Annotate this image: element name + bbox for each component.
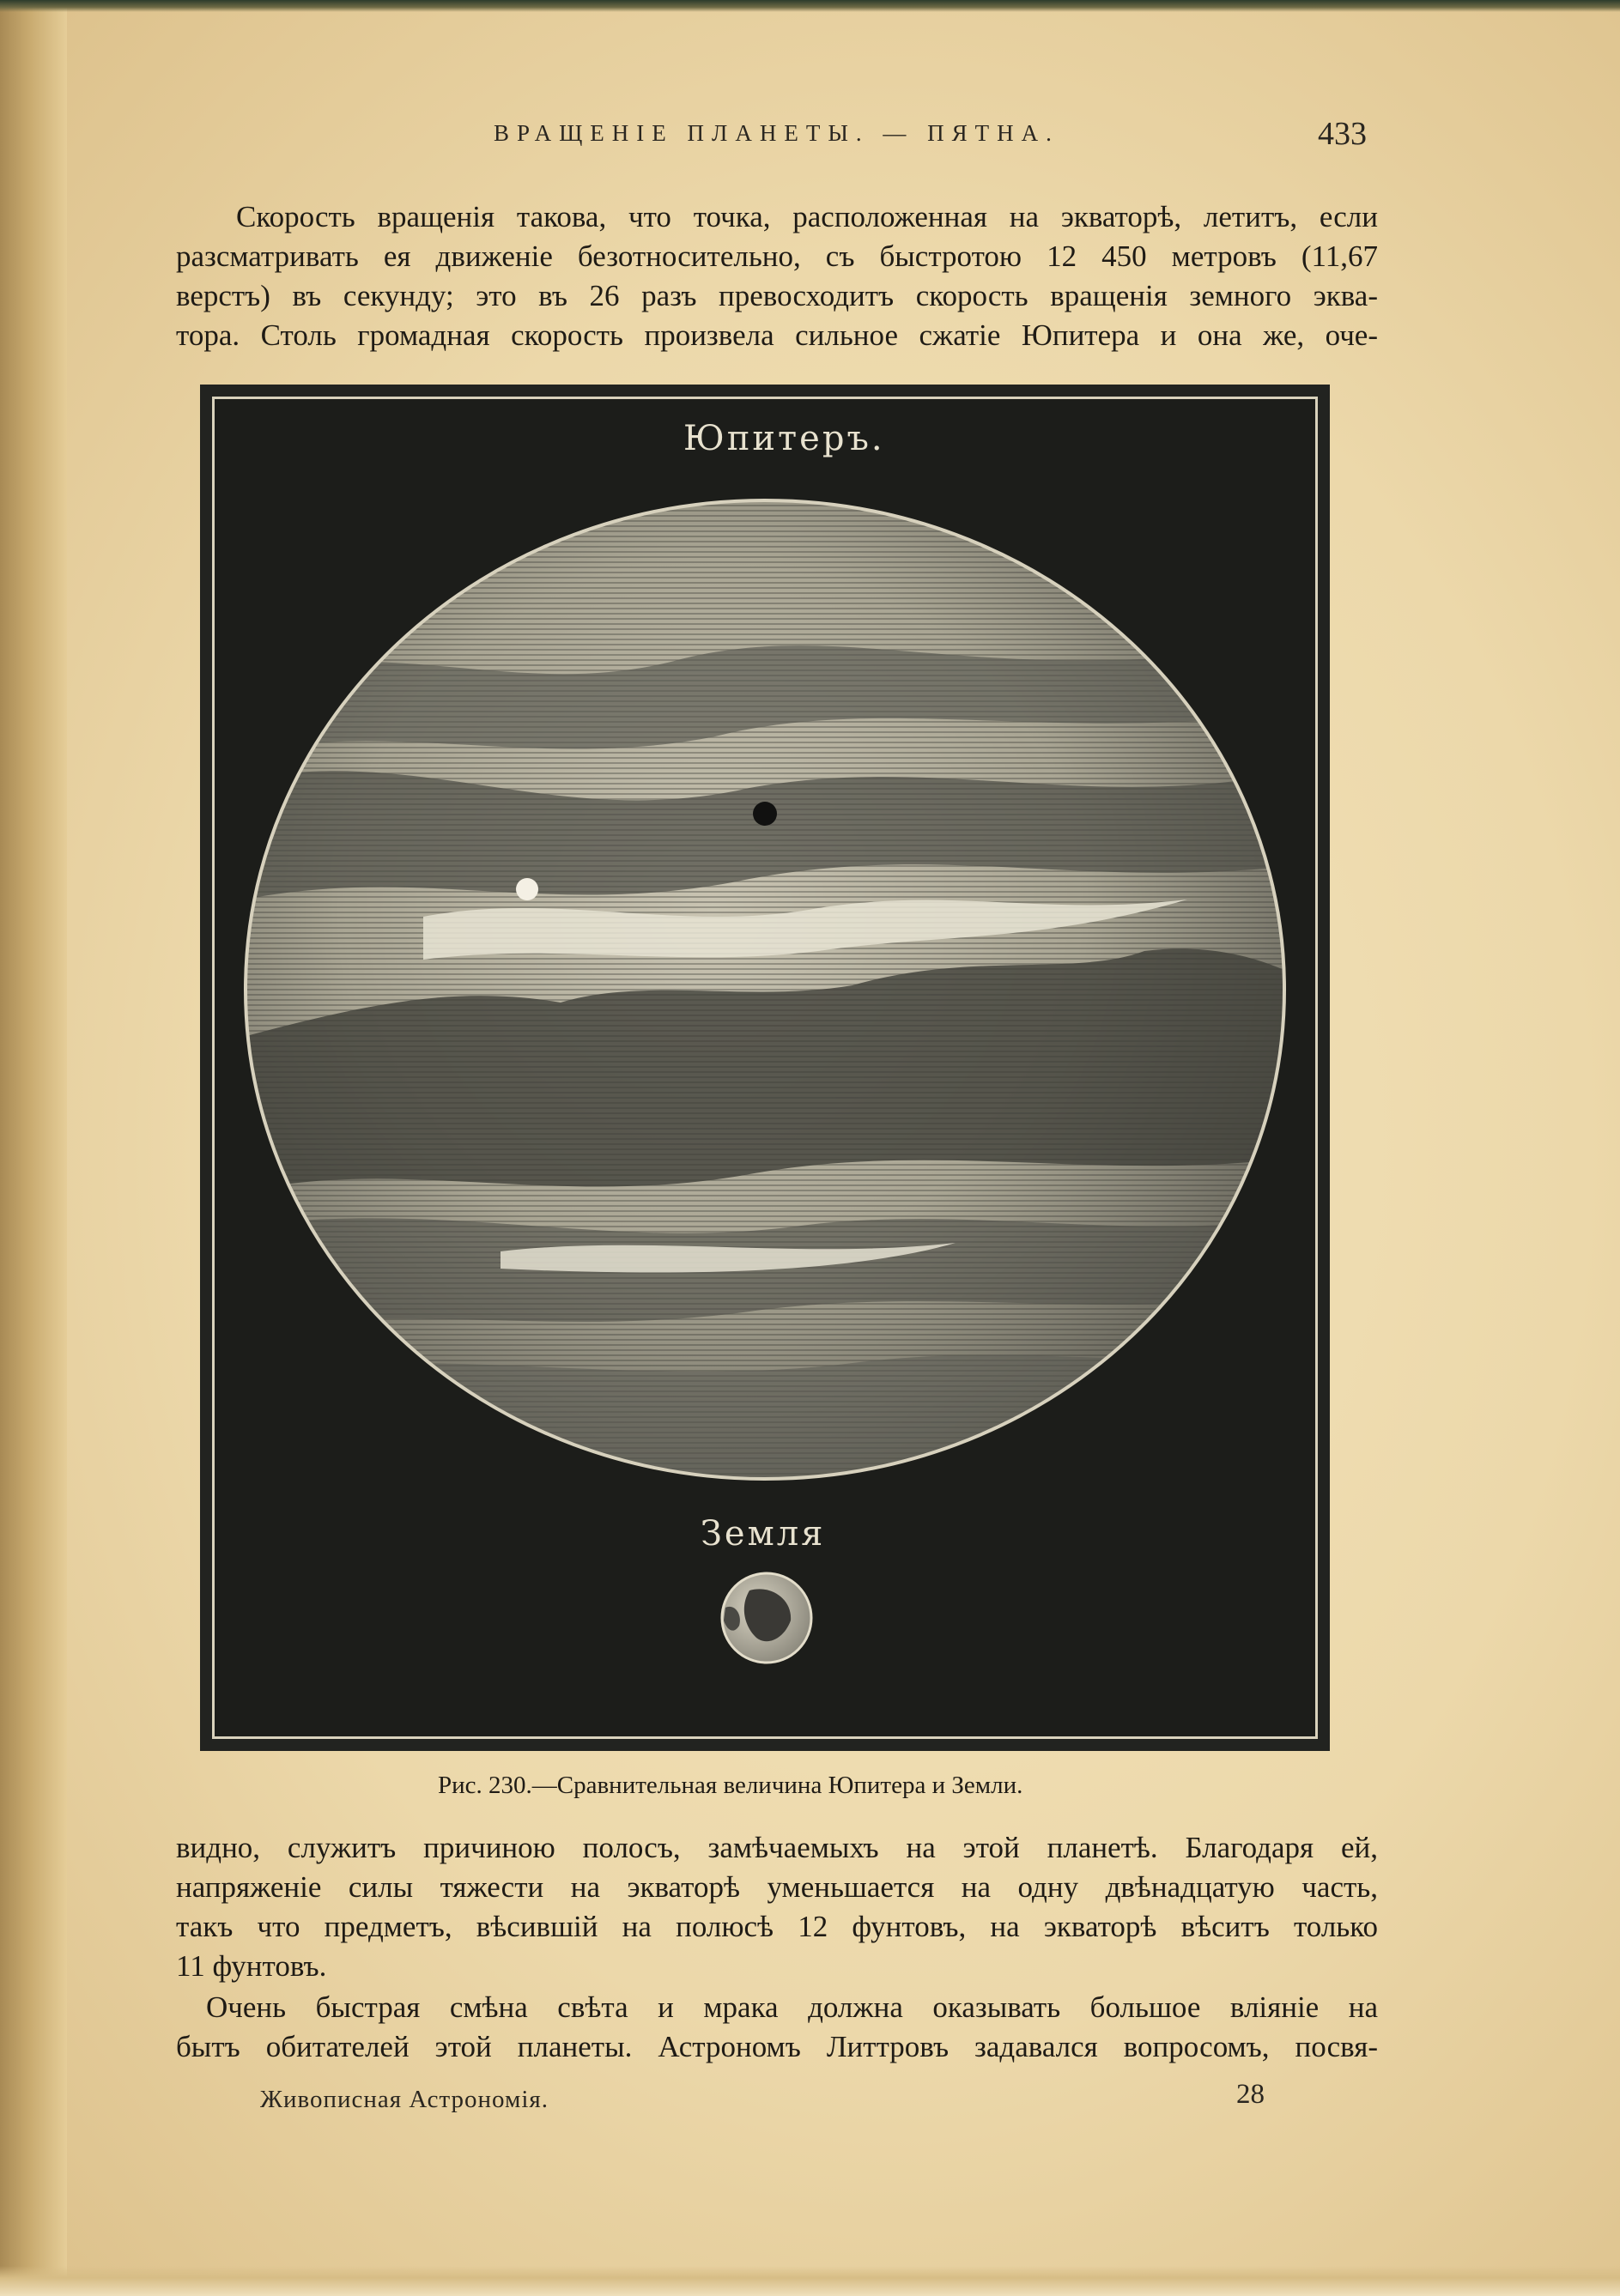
- label-jupiter: Юпитеръ.: [683, 419, 885, 458]
- earth-globe: [722, 1573, 811, 1663]
- jupiter-disk: [234, 496, 1299, 1483]
- figure-jupiter-earth: [200, 385, 1330, 1751]
- text-line: 11 фунтовъ.: [176, 1949, 327, 1983]
- text-line: видно, служитъ причиною полосъ, замѣчаемыхъ на этой планетѣ. Благодаря ей,: [176, 1831, 1378, 1864]
- text-line: верстъ) въ секунду; это въ 26 разъ превосходитъ скорость вращенія земного эква-: [176, 279, 1378, 312]
- text-line: бытъ обитателей этой планеты. Астрономъ Литтровъ задавался вопросомъ, посвя-: [176, 2030, 1378, 2063]
- text-line: разсматривать ея движеніе безотносительно, съ быстротою 12 450 метровъ (11,67: [176, 239, 1378, 273]
- cloud-band: [243, 1354, 1299, 1483]
- paragraph-bottom: [176, 1988, 1378, 2067]
- text-line: тора. Столь громадная скорость произвела сильное сжатіе Юпитера и она же, оче-: [176, 318, 1378, 352]
- label-earth: Земля: [701, 1514, 826, 1554]
- page-bottom-edge: [0, 2266, 1620, 2296]
- figure-caption: Рис. 230.—Сравнительная величина Юпитера и Земли.: [438, 1772, 1023, 1799]
- satellite-shadow: [753, 802, 777, 826]
- paragraph-top: [176, 197, 1378, 355]
- page-number: 433: [1318, 116, 1367, 152]
- text-line: напряженіе силы тяжести на экваторѣ уменьшается на одну двѣнадцатую часть,: [176, 1870, 1378, 1904]
- paragraph-middle: [176, 1828, 1378, 1986]
- footer-book-title: Живописная Астрономія.: [260, 2086, 549, 2113]
- signature-mark: 28: [1236, 2079, 1265, 2110]
- running-head: [0, 115, 1620, 158]
- text-line: Очень быстрая смѣна свѣта и мрака должна оказывать большое вліяніе на: [206, 1990, 1378, 2024]
- page-gutter: [0, 0, 67, 2296]
- page-top-edge: [0, 0, 1620, 12]
- bright-spot: [516, 878, 538, 900]
- text-line: такъ что предметъ, вѣсившій на полюсѣ 12 фунтовъ, на экваторѣ вѣситъ только: [176, 1910, 1378, 1943]
- text-line: Скорость вращенія такова, что точка, расположенная на экваторѣ, летитъ, если: [236, 200, 1378, 233]
- running-title: ВРАЩЕНІЕ ПЛАНЕТЫ. — ПЯТНА.: [494, 120, 1059, 146]
